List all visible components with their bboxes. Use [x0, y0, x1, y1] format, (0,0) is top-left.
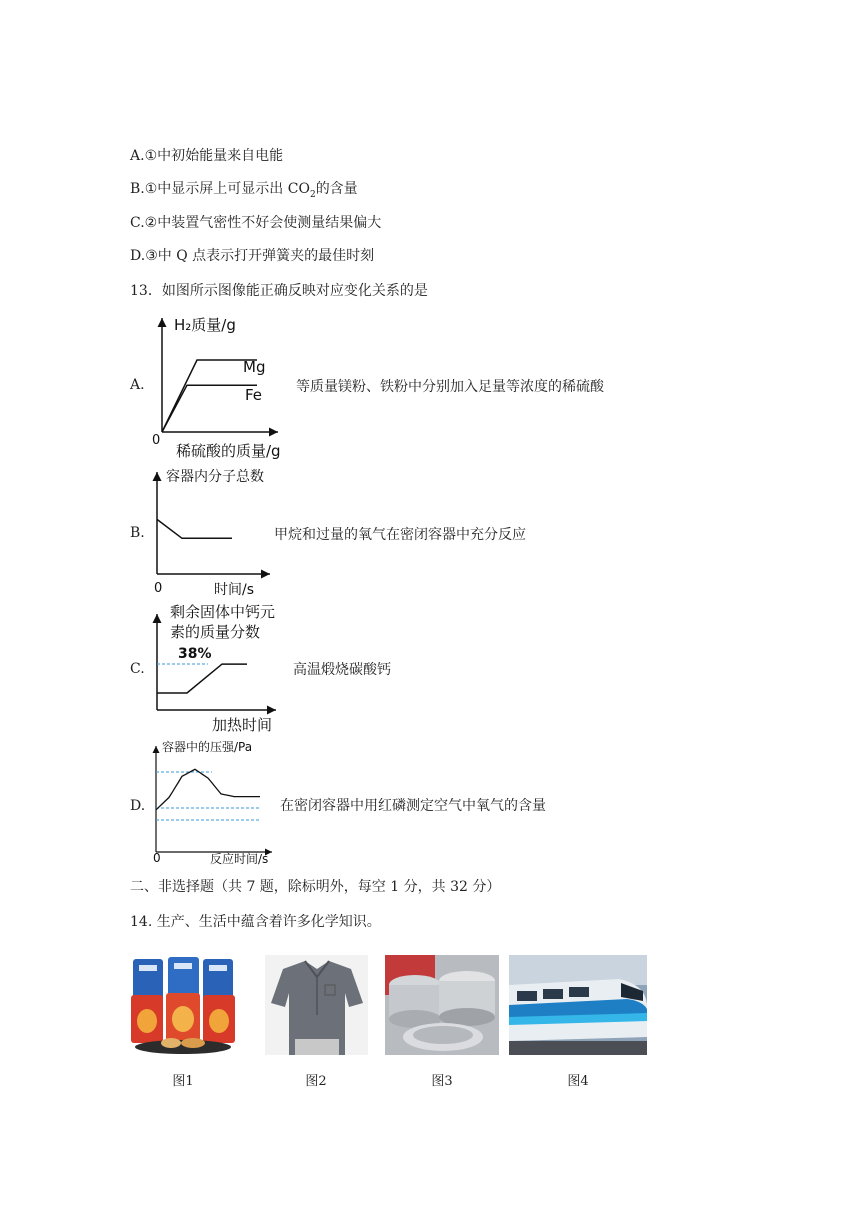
origin-label: 0 [152, 433, 161, 448]
option-prefix: D. [130, 248, 146, 264]
chart-b [148, 462, 283, 600]
subscript: 2 [309, 189, 316, 200]
origin-label: 0 [154, 581, 163, 596]
chart-a [150, 312, 285, 462]
figure-3-aluminum-pots-image [385, 955, 499, 1055]
chart-c-svg [150, 600, 290, 735]
chart-d [148, 738, 288, 868]
option-13-a-desc: 等质量镁粉、铁粉中分别加入足量等浓度的稀硫酸 [296, 379, 604, 395]
train-illustration [509, 955, 647, 1055]
series-mg-label: Mg [243, 358, 266, 376]
figure-2-shirt-image [265, 955, 368, 1055]
option-13-b-desc: 甲烷和过量的氧气在密闭容器中充分反应 [274, 527, 526, 543]
y-axis-label-line-1: 剩余固体中钙元 [170, 603, 276, 621]
question-13-stem: 13．如图所示图像能正确反映对应变化关系的是 [130, 283, 428, 299]
figure-1-caption: 图1 [172, 1074, 194, 1089]
series-fe-line [162, 385, 257, 432]
option-12-d [130, 247, 374, 265]
option-13-c-desc: 高温煅烧碳酸钙 [293, 662, 391, 678]
option-text: ①中显示屏上可显示出 CO [144, 181, 310, 197]
chart-b-svg [148, 462, 283, 600]
option-13-a-label: A. [130, 377, 145, 393]
origin-label: 0 [153, 851, 161, 865]
option-13-c-label: C. [130, 661, 145, 677]
figure-2-caption: 图2 [305, 1074, 327, 1089]
option-text: ③中 Q 点表示打开弹簧夹的最佳时刻 [145, 248, 375, 264]
option-12-b [130, 180, 358, 204]
option-text: ①中初始能量来自电能 [144, 148, 284, 164]
shirt-illustration [265, 955, 368, 1055]
series-line [156, 769, 260, 810]
option-text-tail: 的含量 [315, 181, 358, 197]
option-12-a [130, 147, 283, 165]
question-14-stem: 14. 生产、生活中蕴含着许多化学知识。 [130, 914, 381, 930]
option-prefix: A. [130, 148, 145, 164]
pots-illustration [385, 955, 499, 1055]
annotation-38-percent: 38% [178, 646, 212, 662]
chart-d-svg [148, 738, 288, 868]
y-axis-label: 容器内分子总数 [166, 469, 264, 485]
option-prefix: C. [130, 215, 145, 231]
figure-3-caption: 图3 [431, 1074, 453, 1089]
x-axis-label: 稀硫酸的质量/g [176, 442, 281, 460]
option-prefix: B. [130, 181, 145, 197]
series-fe-label: Fe [245, 386, 263, 404]
figure-4-train-image [509, 955, 647, 1055]
y-axis-label: H₂质量/g [174, 316, 236, 334]
option-13-d-label: D. [130, 798, 146, 814]
option-13-b-label: B. [130, 525, 145, 541]
option-12-c [130, 214, 381, 232]
y-axis-label-line-2: 素的质量分数 [170, 623, 261, 641]
section-2-heading: 二、非选择题（共 7 题，除标明外，每空 1 分，共 32 分） [130, 879, 501, 895]
chart-a-svg [150, 312, 285, 462]
option-13-d-desc: 在密闭容器中用红磷测定空气中氧气的含量 [280, 798, 546, 814]
figure-4-caption: 图4 [567, 1074, 589, 1089]
series-line [157, 664, 247, 693]
x-axis-label: 时间/s [214, 582, 255, 598]
y-axis-label: 容器中的压强/Pa [162, 740, 253, 754]
series-line [157, 519, 232, 538]
option-text: ②中装置气密性不好会使测量结果偏大 [144, 215, 382, 231]
chart-c [150, 600, 290, 735]
x-axis-label: 加热时间 [212, 716, 273, 734]
figure-1-snack-bags-image [131, 955, 236, 1055]
snack-bags-illustration [131, 955, 236, 1055]
x-axis-label: 反应时间/s [210, 852, 269, 866]
